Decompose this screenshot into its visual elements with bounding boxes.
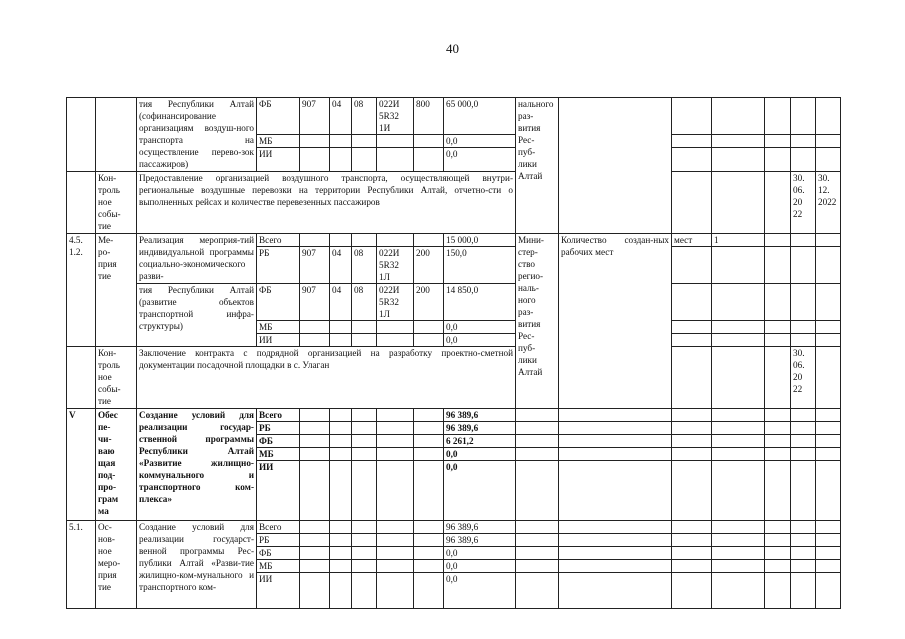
source-cell: МБ xyxy=(257,560,300,573)
table-row xyxy=(67,521,841,534)
control-event-text: Заключение контракта с подрядной организацией на разработку проектно-сметной документации посадочной площадки в с. Улаган xyxy=(137,347,516,409)
source-cell: ФБ xyxy=(257,435,300,448)
program-table xyxy=(66,97,841,609)
type-cell: Ме- ро- прия тие xyxy=(96,234,137,347)
amount-cell: 65 000,0 xyxy=(444,98,516,135)
expense-type-cell: 200 xyxy=(414,284,444,321)
source-cell: РБ xyxy=(257,422,300,435)
event-description: тия Республики Алтай (развитие объектов транспортной инфра-структуры) xyxy=(137,284,257,347)
target-article-cell: 022И 5R32 1Л xyxy=(377,284,414,321)
source-cell: ИИ xyxy=(257,148,300,172)
amount-cell: 0,0 xyxy=(444,560,516,573)
amount-cell: 96 389,6 xyxy=(444,409,516,422)
executor-cell: Мини- стер- ство регио- наль- ного раз- вития Рес- пуб- лики Алтай xyxy=(516,234,559,409)
event-description: Создание условий для реализации государст-венной программы Рес-публики Алтай «Разви-тие жилищно-ком-мунального и транспортного ком- xyxy=(137,521,257,609)
amount-cell: 0,0 xyxy=(444,135,516,148)
num-cell: 4.5. 1.2. xyxy=(67,234,96,347)
indicator-cell xyxy=(559,98,672,234)
table-row xyxy=(67,98,841,135)
date-start-cell xyxy=(791,98,816,135)
table-row xyxy=(67,409,841,422)
event-description: тия Республики Алтай (софинансирование организациям воздуш-ного транспорта на осуществление перево-зок пассажиров) xyxy=(137,98,257,172)
expense-type-cell: 200 xyxy=(414,247,444,284)
amount-cell: 0,0 xyxy=(444,573,516,609)
indicator-cell: Количество создан-ных рабочих мест xyxy=(559,234,672,409)
subsection-cell: 08 xyxy=(352,284,377,321)
amount-cell: 0,0 xyxy=(444,334,516,347)
grbs-cell: 907 xyxy=(300,284,330,321)
event-description: Создание условий для реализации государ-ственной программы Республики Алтай «Развитие жилищно-коммунального и транспортного ком-плекса» xyxy=(137,409,257,521)
executor-cell: нального раз- вития Рес- пуб- лики Алтай xyxy=(516,98,559,234)
type-cell: Обес пе- чи- ваю щая под- про- грам ма xyxy=(96,409,137,521)
amount-cell: 150,0 xyxy=(444,247,516,284)
amount-cell: 0,0 xyxy=(444,321,516,334)
control-event-row xyxy=(67,172,841,234)
target-article-cell: 022И 5R32 1Л xyxy=(377,247,414,284)
date-start-cell: 30. 06. 20 22 xyxy=(791,347,816,409)
source-cell: Всего xyxy=(257,409,300,422)
amount-cell: 96 389,6 xyxy=(444,534,516,547)
source-cell: Всего xyxy=(257,234,300,247)
amount-cell: 0,0 xyxy=(444,461,516,521)
type-cell xyxy=(96,98,137,172)
table-row xyxy=(67,234,841,247)
grbs-cell: 907 xyxy=(300,247,330,284)
control-event-text: Предоставление организацией воздушного транспорта, осуществляющей внутри-региональные воздушные перевозки на территории Республики Алтай, отчетно-сти о выполненных рейсах и количестве перевезенных пассажиров xyxy=(137,172,516,234)
grbs-cell: 907 xyxy=(300,98,330,135)
source-cell: МБ xyxy=(257,321,300,334)
source-cell: ФБ xyxy=(257,98,300,135)
source-cell: ИИ xyxy=(257,573,300,609)
source-cell: ИИ xyxy=(257,334,300,347)
source-cell: Всего xyxy=(257,521,300,534)
value-cell: 1 xyxy=(712,234,765,247)
unit-cell: мест xyxy=(672,234,712,247)
date-end-cell: 30. 12. 2022 xyxy=(816,172,841,234)
section-cell: 04 xyxy=(330,284,352,321)
value-cell xyxy=(712,98,765,135)
control-event-label: Кон- троль ное собы- тие xyxy=(96,172,137,234)
num-cell: V xyxy=(67,409,96,521)
event-description: Реализация мероприя-тий индивидуальной программы социально-экономического разви- xyxy=(137,234,257,284)
source-cell: РБ xyxy=(257,534,300,547)
target-article-cell: 022И 5R32 1И xyxy=(377,98,414,135)
unit-cell xyxy=(672,98,712,135)
value-cell xyxy=(765,98,791,135)
num-cell xyxy=(67,98,96,172)
source-cell: МБ xyxy=(257,448,300,461)
control-event-label: Кон- троль ное собы- тие xyxy=(96,347,137,409)
amount-cell: 15 000,0 xyxy=(444,234,516,247)
amount-cell: 6 261,2 xyxy=(444,435,516,448)
source-cell: ИИ xyxy=(257,461,300,521)
date-end-cell xyxy=(816,98,841,135)
section-cell: 04 xyxy=(330,247,352,284)
source-cell: МБ xyxy=(257,135,300,148)
page-number: 40 xyxy=(446,41,459,56)
source-cell: ФБ xyxy=(257,547,300,560)
amount-cell: 0,0 xyxy=(444,448,516,461)
amount-cell: 14 850,0 xyxy=(444,284,516,321)
type-cell: Ос- нов- ное меро- прия тие xyxy=(96,521,137,609)
num-cell: 5.1. xyxy=(67,521,96,609)
source-cell: РБ xyxy=(257,247,300,284)
expense-type-cell: 800 xyxy=(414,98,444,135)
section-cell: 04 xyxy=(330,98,352,135)
subsection-cell: 08 xyxy=(352,98,377,135)
date-start-cell: 30. 06. 20 22 xyxy=(791,172,816,234)
amount-cell: 96 389,6 xyxy=(444,521,516,534)
control-event-row xyxy=(67,347,841,409)
subsection-cell: 08 xyxy=(352,247,377,284)
source-cell: ФБ xyxy=(257,284,300,321)
amount-cell: 0,0 xyxy=(444,547,516,560)
amount-cell: 0,0 xyxy=(444,148,516,172)
amount-cell: 96 389,6 xyxy=(444,422,516,435)
